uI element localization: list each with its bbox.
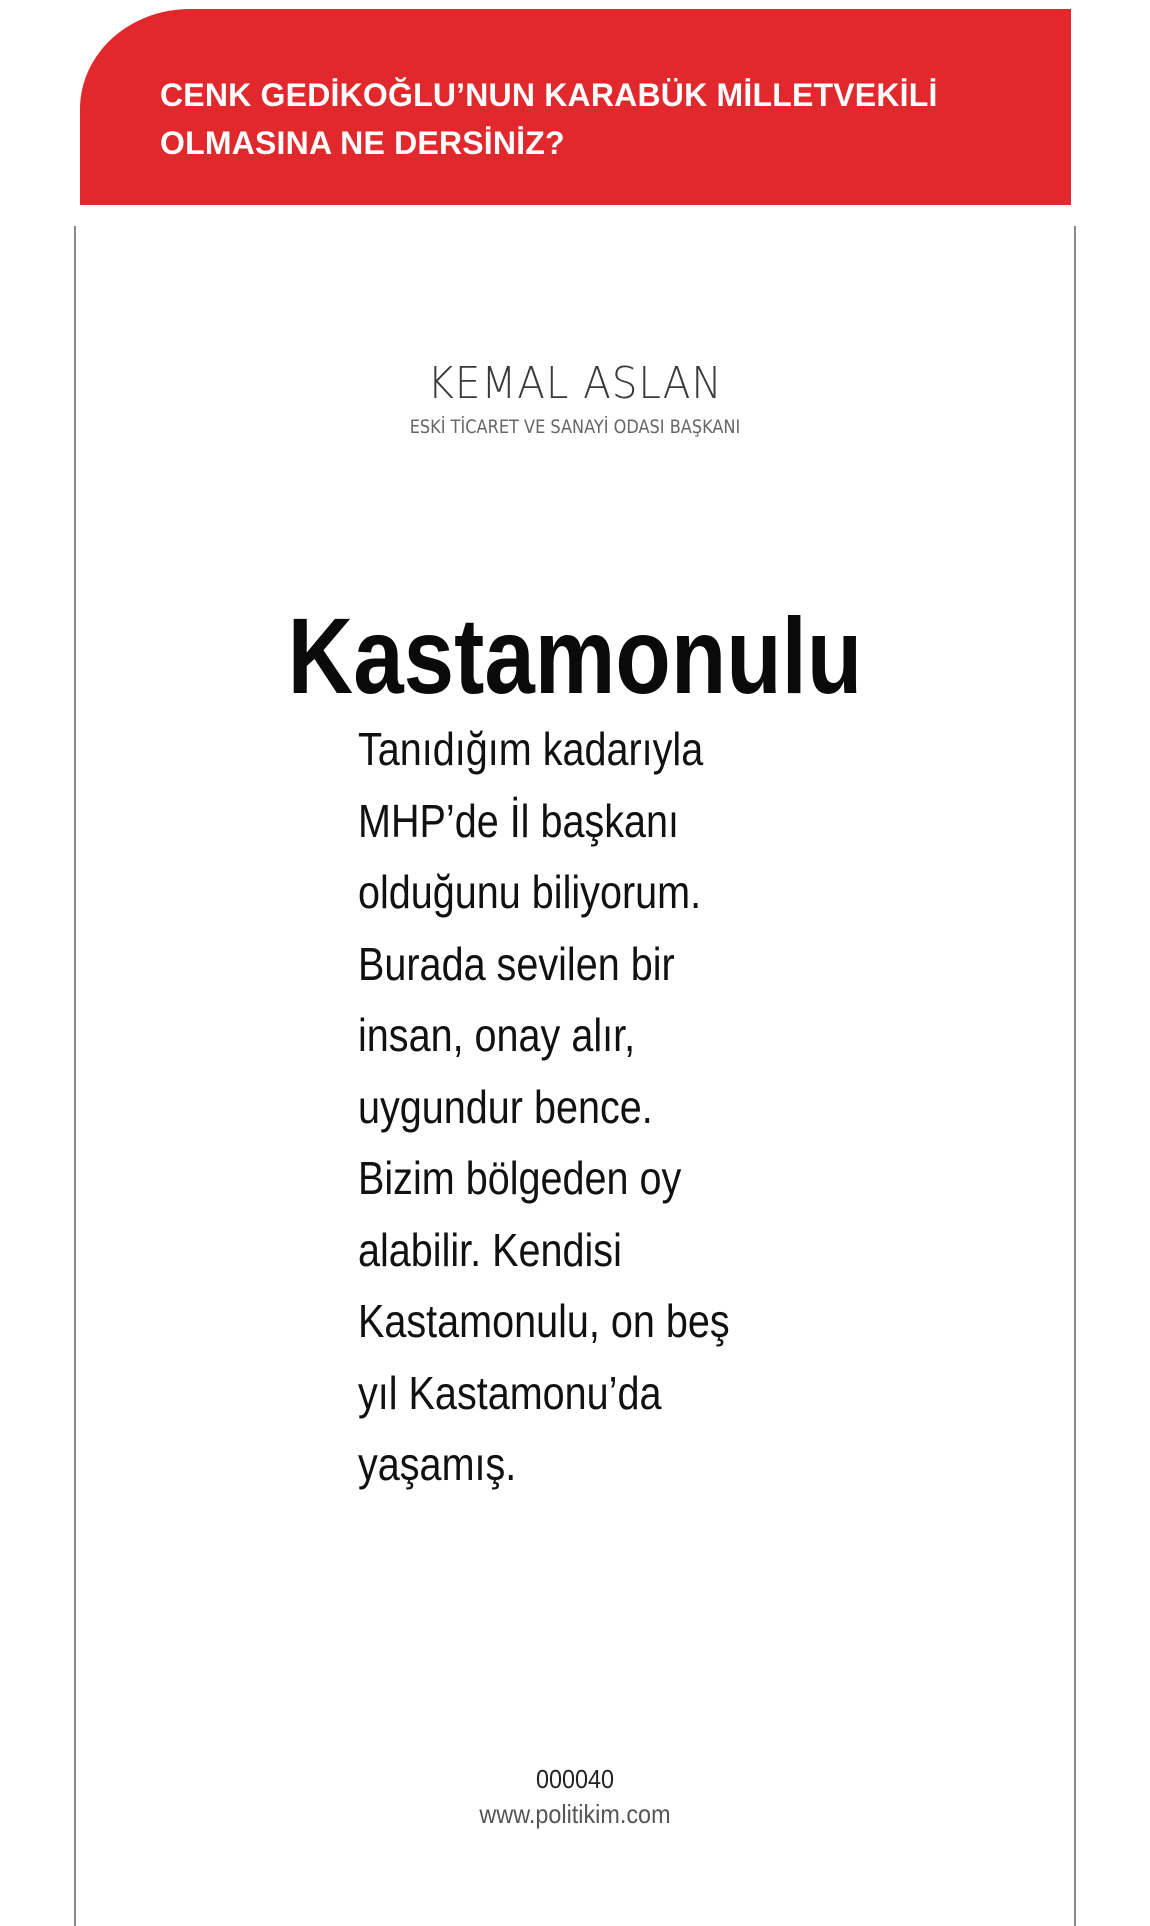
header-banner: [80, 9, 1071, 205]
quote-line: Bizim bölgeden oy: [358, 1152, 682, 1204]
headline: Kastamonulu: [287, 595, 863, 716]
header-question: CENK GEDİKOĞLU’NUN KARABÜK MİLLETVEKİLİ OLMASINA NE DERSİNİZ?: [160, 77, 938, 161]
person-name: KEMAL ASLAN: [427, 358, 723, 409]
person-title: ESKİ TİCARET VE SANAYİ ODASI BAŞKANI: [409, 416, 741, 438]
footer-code: 000040: [535, 1764, 615, 1794]
quote-line: Tanıdığım kadarıyla: [358, 723, 704, 775]
quote-body: [358, 714, 771, 1501]
footer-url[interactable]: www.politikim.com: [479, 1799, 671, 1829]
quote-line: yıl Kastamonu’da: [358, 1366, 662, 1419]
quote-line: alabilir. Kendisi: [358, 1223, 622, 1276]
quote-line: Burada sevilen bir: [358, 937, 675, 990]
quote-line: uygundur bence.: [358, 1080, 653, 1133]
quote-line: yaşamış.: [358, 1438, 517, 1490]
quote-line: Kastamonulu, on beş: [358, 1295, 730, 1347]
quote-line: olduğunu biliyorum.: [358, 866, 702, 918]
quote-line: MHP’de İl başkanı: [358, 794, 680, 847]
quote-line: insan, onay alır,: [358, 1009, 636, 1061]
